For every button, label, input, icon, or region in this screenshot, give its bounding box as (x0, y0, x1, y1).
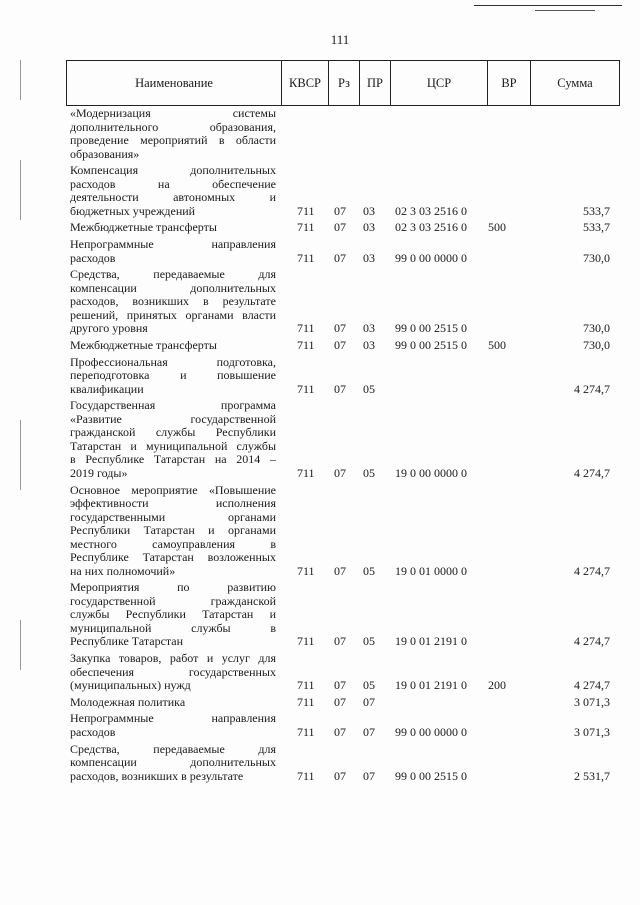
cell-kvsr: 711 (297, 220, 315, 235)
row-name-line: расходов на обеспечение (70, 176, 276, 191)
row-name (70, 652, 276, 693)
row-name (70, 581, 276, 649)
cell-sum: 3 071,3 (574, 694, 610, 709)
cell-pr: 07 (363, 768, 375, 783)
table-row (70, 238, 610, 265)
row-name-line: Республики Татарстан и органами (70, 523, 276, 538)
row-name-line: образования» (70, 146, 140, 161)
cell-kvsr: 711 (297, 465, 315, 480)
cell-sum: 2 531,7 (574, 768, 610, 783)
cell-rz: 07 (334, 678, 346, 692)
cell-csr: 99 0 00 2515 0 (395, 338, 467, 352)
table-row (70, 696, 610, 710)
row-name-line: местного самоуправления в (70, 536, 276, 551)
cell-sum: 533,7 (583, 203, 610, 218)
cell-sum: 730,0 (583, 321, 610, 336)
row-name-line: квалификации (70, 381, 144, 396)
row-name-line: расходов, возникших в результате (70, 768, 244, 783)
cell-kvsr: 711 (297, 250, 315, 265)
header-kvsr: КВСР (282, 61, 329, 105)
row-name-line: Республике Татарстан возложенных (70, 550, 276, 565)
row-name-line: гражданской службы Республики (70, 425, 276, 440)
row-name (70, 356, 276, 397)
cell-kvsr: 711 (297, 381, 315, 396)
row-name (70, 484, 276, 579)
table-header (66, 60, 620, 106)
cell-sum: 4 274,7 (574, 678, 610, 692)
cell-kvsr: 711 (297, 724, 315, 739)
row-name-line: муниципальной службы в (70, 620, 276, 635)
row-name-line: Государственная программа (70, 398, 276, 413)
row-name (70, 696, 276, 710)
cell-csr: 99 0 00 0000 0 (395, 724, 467, 739)
cell-vr: 500 (488, 220, 506, 235)
cell-sum: 3 071,3 (574, 724, 610, 739)
scan-margin-mark (20, 60, 21, 100)
cell-pr: 05 (363, 381, 375, 396)
row-name (70, 238, 276, 265)
cell-sum: 4 274,7 (574, 381, 610, 396)
cell-rz: 07 (334, 724, 346, 739)
cell-kvsr: 711 (297, 678, 315, 692)
row-name-line: Непрограммные направления (70, 237, 276, 252)
row-name-line: расходов (70, 724, 116, 739)
cell-pr: 05 (363, 634, 375, 649)
cell-rz: 07 (334, 381, 346, 396)
cell-csr: 99 0 00 2515 0 (395, 768, 467, 783)
cell-pr: 03 (363, 250, 375, 265)
cell-sum: 4 274,7 (574, 563, 610, 578)
cell-kvsr: 711 (297, 338, 315, 352)
top-rule-short (535, 10, 595, 11)
row-name-line: Татарстан и муниципальной службы (70, 438, 276, 453)
row-name (70, 221, 276, 235)
cell-sum: 4 274,7 (574, 634, 610, 649)
cell-rz: 07 (334, 694, 346, 709)
scan-margin-mark (20, 420, 21, 490)
row-name-line: Мероприятия по развитию (70, 580, 276, 595)
row-name (70, 339, 276, 353)
cell-csr: 19 0 00 0000 0 (395, 465, 467, 480)
row-name-line: государственной гражданской (70, 593, 276, 608)
table-row (70, 399, 610, 480)
header-pr: ПР (360, 61, 391, 105)
cell-rz: 07 (334, 321, 346, 336)
scan-margin-mark (20, 620, 21, 670)
row-name-line: Основное мероприятие «Повышение (70, 482, 276, 497)
row-name-line: эффективности исполнения (70, 496, 276, 511)
cell-kvsr: 711 (297, 768, 315, 783)
cell-pr: 07 (363, 694, 375, 709)
table-row (70, 268, 610, 336)
cell-vr: 500 (488, 338, 506, 352)
row-name-line: Молодежная политика (70, 694, 186, 709)
row-name (70, 107, 276, 161)
table-row (70, 221, 610, 235)
row-name (70, 399, 276, 480)
row-name-line: компенсации дополнительных (70, 755, 276, 770)
cell-pr: 05 (363, 563, 375, 578)
cell-csr: 19 0 01 2191 0 (395, 678, 467, 692)
cell-csr: 99 0 00 0000 0 (395, 250, 467, 265)
scan-margin-mark (20, 160, 21, 220)
cell-rz: 07 (334, 250, 346, 265)
row-name-line: государственными органами (70, 509, 276, 524)
row-name-line: Республике Татарстан (70, 634, 184, 649)
cell-kvsr: 711 (297, 694, 315, 709)
table-row (70, 712, 610, 739)
row-name (70, 743, 276, 784)
row-name-line: (муниципальных) нужд (70, 678, 191, 692)
row-name-line: «Развитие государственной (70, 411, 276, 426)
cell-rz: 07 (334, 203, 346, 218)
header-csr: ЦСР (391, 61, 488, 105)
table-row (70, 743, 610, 784)
cell-kvsr: 711 (297, 203, 315, 218)
row-name (70, 268, 276, 336)
row-name-line: Непрограммные направления (70, 711, 276, 726)
row-name-line: Средства, передаваемые для (70, 267, 276, 282)
row-name (70, 712, 276, 739)
table-row (70, 652, 610, 693)
table-row (70, 581, 610, 649)
header-name: Наименование (67, 61, 282, 105)
table-row (70, 339, 610, 353)
top-rule (474, 5, 622, 6)
table-row (70, 164, 610, 218)
table-row (70, 107, 610, 161)
row-name-line: на них полномочий» (70, 563, 176, 578)
page-number: 111 (330, 32, 350, 47)
cell-csr: 19 0 01 0000 0 (395, 563, 467, 578)
row-name-line: Межбюджетные трансферты (70, 220, 217, 235)
row-name-line: обеспечения государственных (70, 664, 276, 679)
row-name-line: Профессиональная подготовка, (70, 354, 276, 369)
cell-pr: 03 (363, 338, 375, 352)
row-name-line: деятельности автономных и (70, 190, 276, 205)
cell-vr: 200 (488, 678, 506, 692)
header-vr: ВР (488, 61, 531, 105)
row-name-line: дополнительного образования, (70, 119, 276, 134)
cell-pr: 05 (363, 465, 375, 480)
cell-csr: 02 3 03 2516 0 (395, 220, 467, 235)
cell-pr: 03 (363, 321, 375, 336)
header-rz: Рз (329, 61, 360, 105)
cell-rz: 07 (334, 768, 346, 783)
cell-rz: 07 (334, 220, 346, 235)
cell-kvsr: 711 (297, 634, 315, 649)
row-name-line: Закупка товаров, работ и услуг для (70, 651, 276, 665)
row-name-line: переподготовка и повышение (70, 368, 276, 383)
row-name-line: «Модернизация системы (70, 106, 276, 120)
cell-rz: 07 (334, 338, 346, 352)
cell-csr: 99 0 00 2515 0 (395, 321, 467, 336)
cell-csr: 02 3 03 2516 0 (395, 203, 467, 218)
row-name-line: службы Республики Татарстан и (70, 607, 276, 622)
row-name-line: расходов, возникших в результате (70, 294, 276, 309)
table-row (70, 484, 610, 579)
row-name-line: Компенсация дополнительных (70, 163, 276, 178)
row-name-line: бюджетных учреждений (70, 203, 196, 218)
row-name-line: компенсации дополнительных (70, 280, 276, 295)
header-sum: Сумма (557, 75, 593, 90)
cell-sum: 730,0 (583, 338, 610, 352)
table-row (70, 356, 610, 397)
cell-sum: 533,7 (583, 220, 610, 235)
cell-pr: 03 (363, 220, 375, 235)
row-name-line: 2019 годы» (70, 465, 128, 480)
cell-sum: 4 274,7 (574, 465, 610, 480)
cell-pr: 05 (363, 678, 375, 692)
row-name-line: расходов (70, 250, 116, 265)
row-name-line: Средства, передаваемые для (70, 741, 276, 756)
row-name (70, 164, 276, 218)
cell-rz: 07 (334, 465, 346, 480)
cell-pr: 07 (363, 724, 375, 739)
cell-rz: 07 (334, 563, 346, 578)
cell-kvsr: 711 (297, 321, 315, 336)
row-name-line: Межбюджетные трансферты (70, 338, 217, 352)
cell-kvsr: 711 (297, 563, 315, 578)
row-name-line: решений, принятых органами власти (70, 307, 276, 322)
row-name-line: другого уровня (70, 321, 148, 336)
cell-rz: 07 (334, 634, 346, 649)
cell-csr: 19 0 01 2191 0 (395, 634, 467, 649)
cell-sum: 730,0 (583, 250, 610, 265)
row-name-line: проведение мероприятий в области (70, 133, 276, 147)
row-name-line: в Республике Татарстан на 2014 – (70, 452, 276, 467)
cell-pr: 03 (363, 203, 375, 218)
